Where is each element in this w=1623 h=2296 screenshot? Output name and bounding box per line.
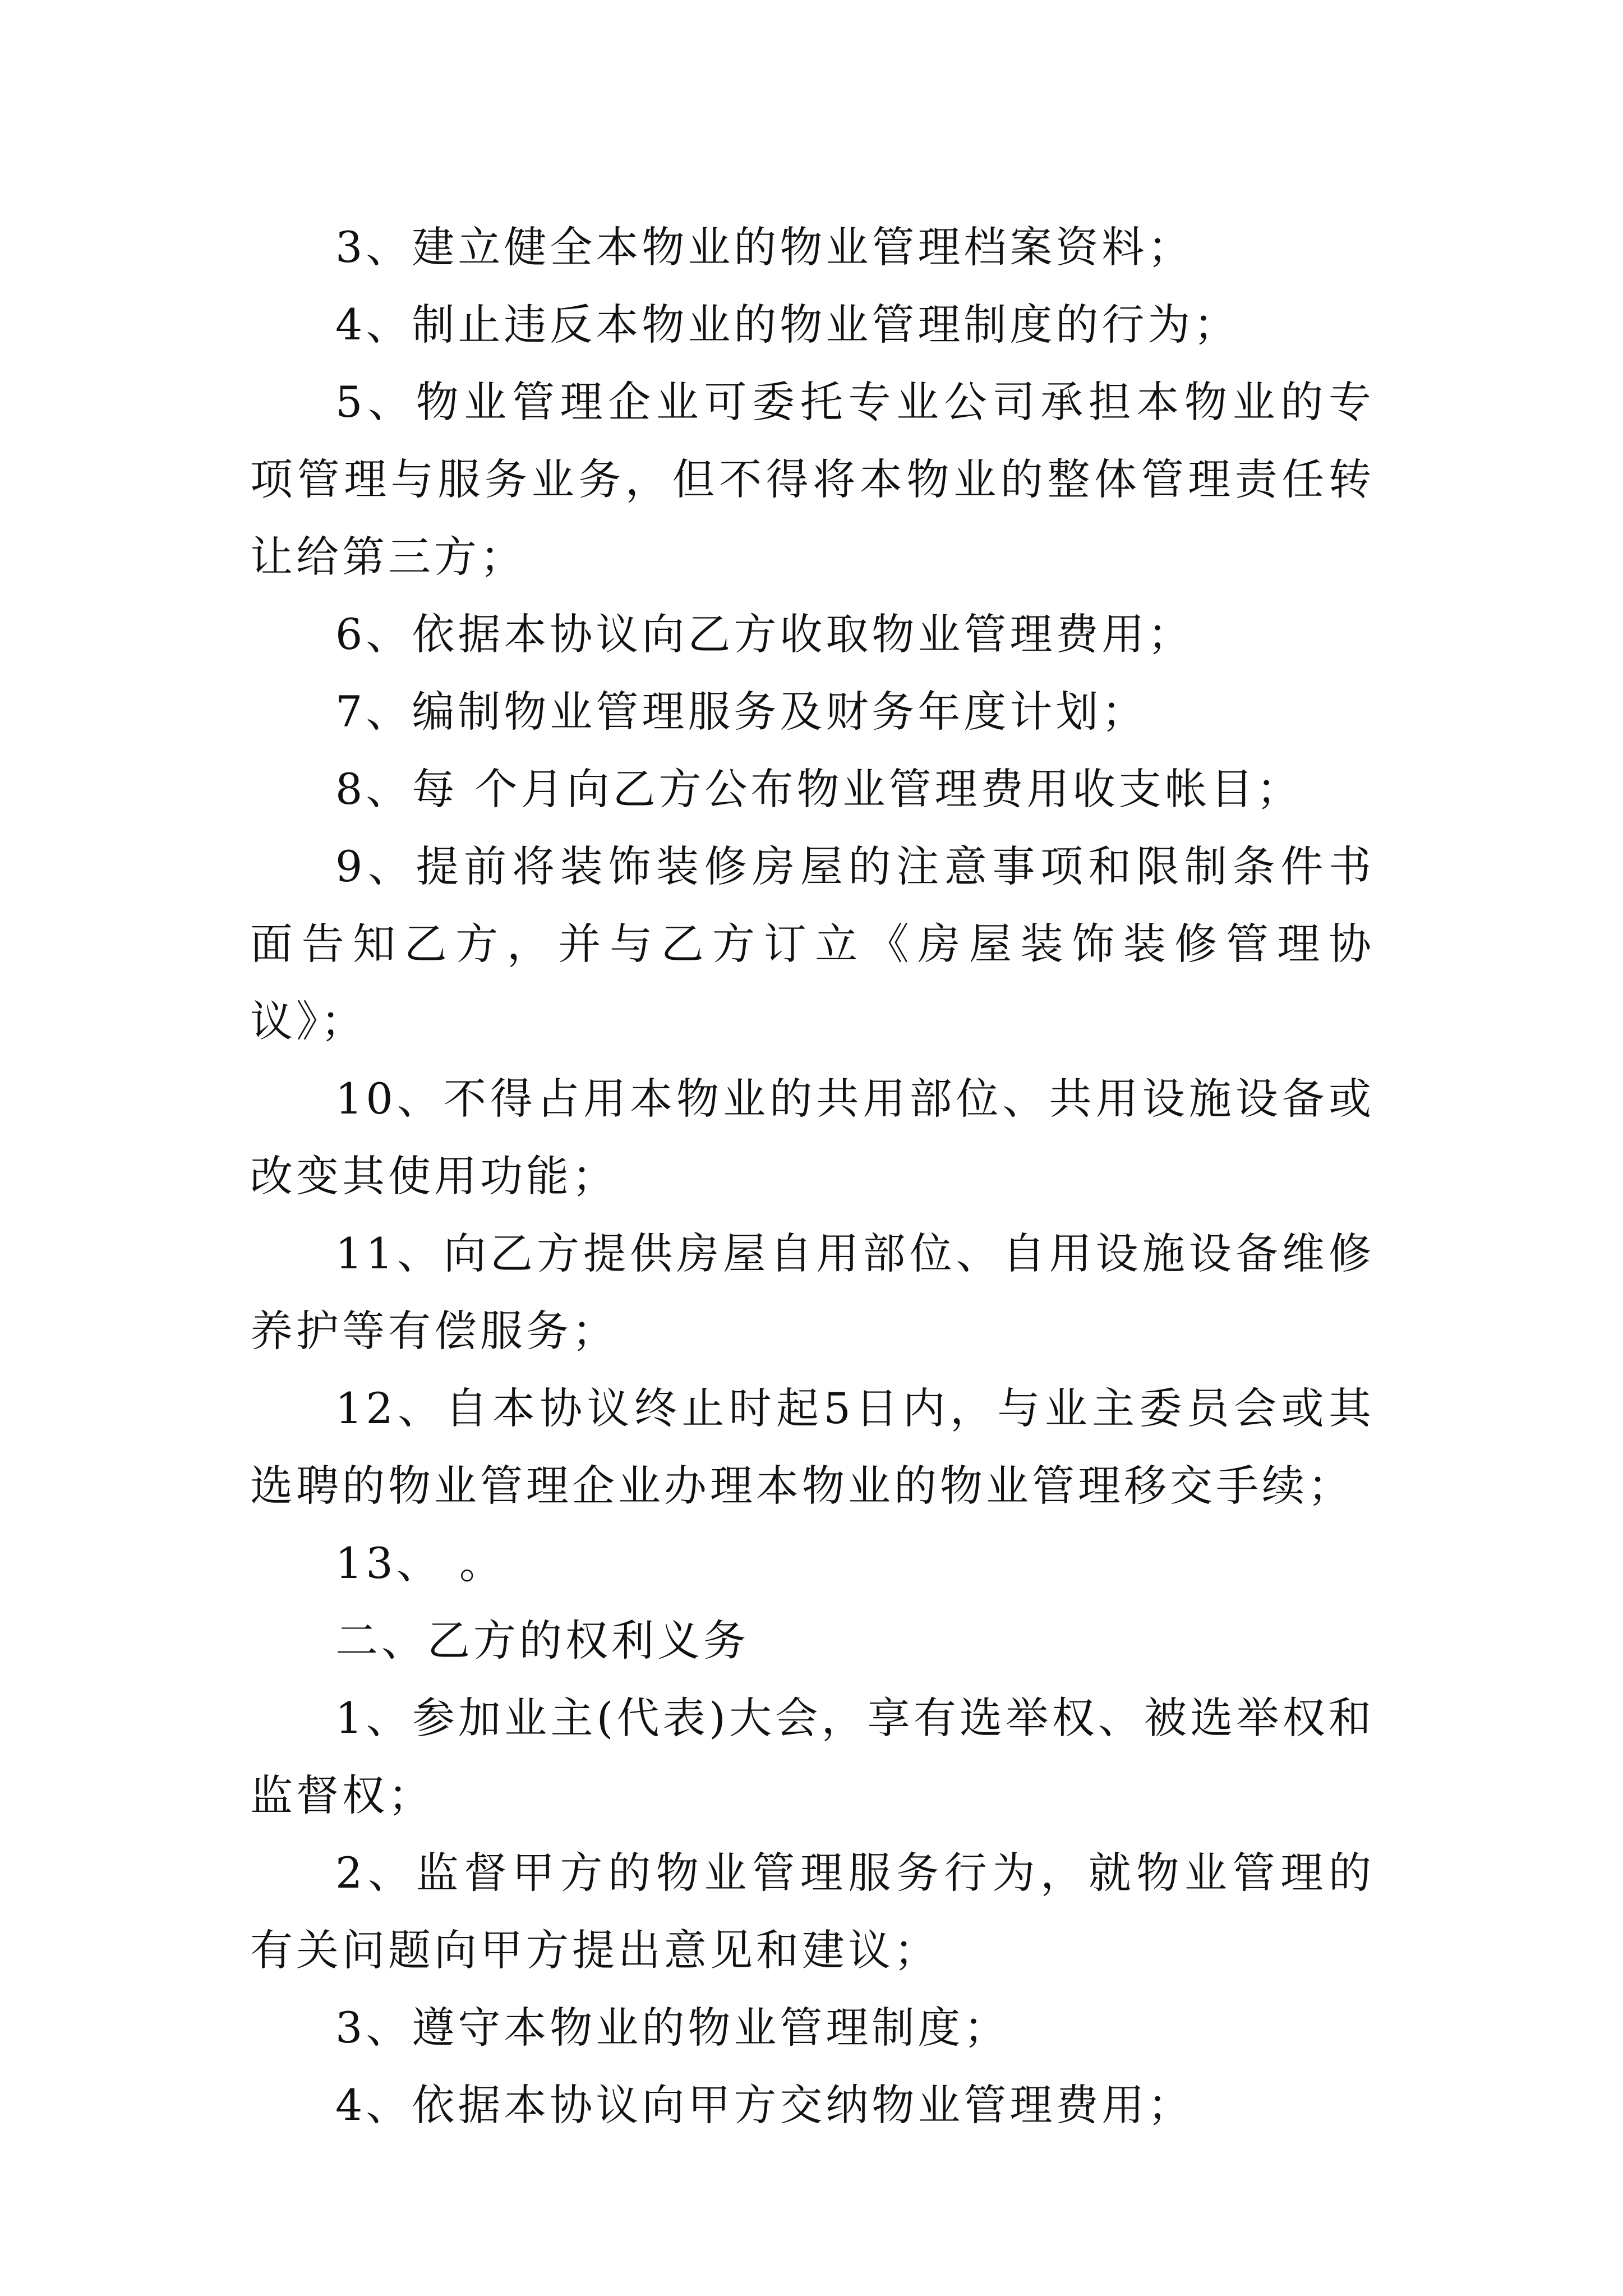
clause-b1: 1、参加业主(代表)大会，享有选举权、被选举权和监督权； [250,1693,1375,1820]
clause-a6: 6、依据本协议向乙方收取物业管理费用； [335,609,1194,659]
clause-b4: 4、依据本协议向甲方交纳物业管理费用； [335,2080,1194,2130]
clause-a12: 12、自本协议终止时起5日内，与业主委员会或其选聘的物业管理企业办理本物业的物业管理移交手续； [250,1383,1375,1511]
clause-a8: 8、每 个月向乙方公布物业管理费用收支帐目； [335,764,1303,814]
clause-a4: 4、制止违反本物业的物业管理制度的行为； [335,300,1240,349]
clause-b3: 3、遵守本物业的物业管理制度； [335,2003,1010,2053]
section-heading-party-b: 二、乙方的权利义务 [335,1616,749,1665]
clause-a5: 5、物业管理企业可委托专业公司承担本物业的专项管理与服务业务，但不得将本物业的整体管理责任转让给第三方； [250,377,1375,582]
clause-a7: 7、编制物业管理服务及财务年度计划； [335,687,1148,737]
clause-a13: 13、 。 [335,1538,505,1588]
document-body [250,209,1375,2144]
clause-a10: 10、不得占用本物业的共用部位、共用设施设备或改变其使用功能； [250,1074,1375,1201]
clause-a9: 9、提前将装饰装修房屋的注意事项和限制条件书面告知乙方，并与乙方订立《房屋装饰装修管理协议》； [250,841,1375,1046]
clause-b2: 2、监督甲方的物业管理服务行为，就物业管理的有关问题向甲方提出意见和建议； [250,1848,1375,1975]
clause-a3: 3、建立健全本物业的物业管理档案资料； [335,222,1194,272]
clause-a11: 11、向乙方提供房屋自用部位、自用设施设备维修养护等有偿服务； [250,1228,1375,1356]
